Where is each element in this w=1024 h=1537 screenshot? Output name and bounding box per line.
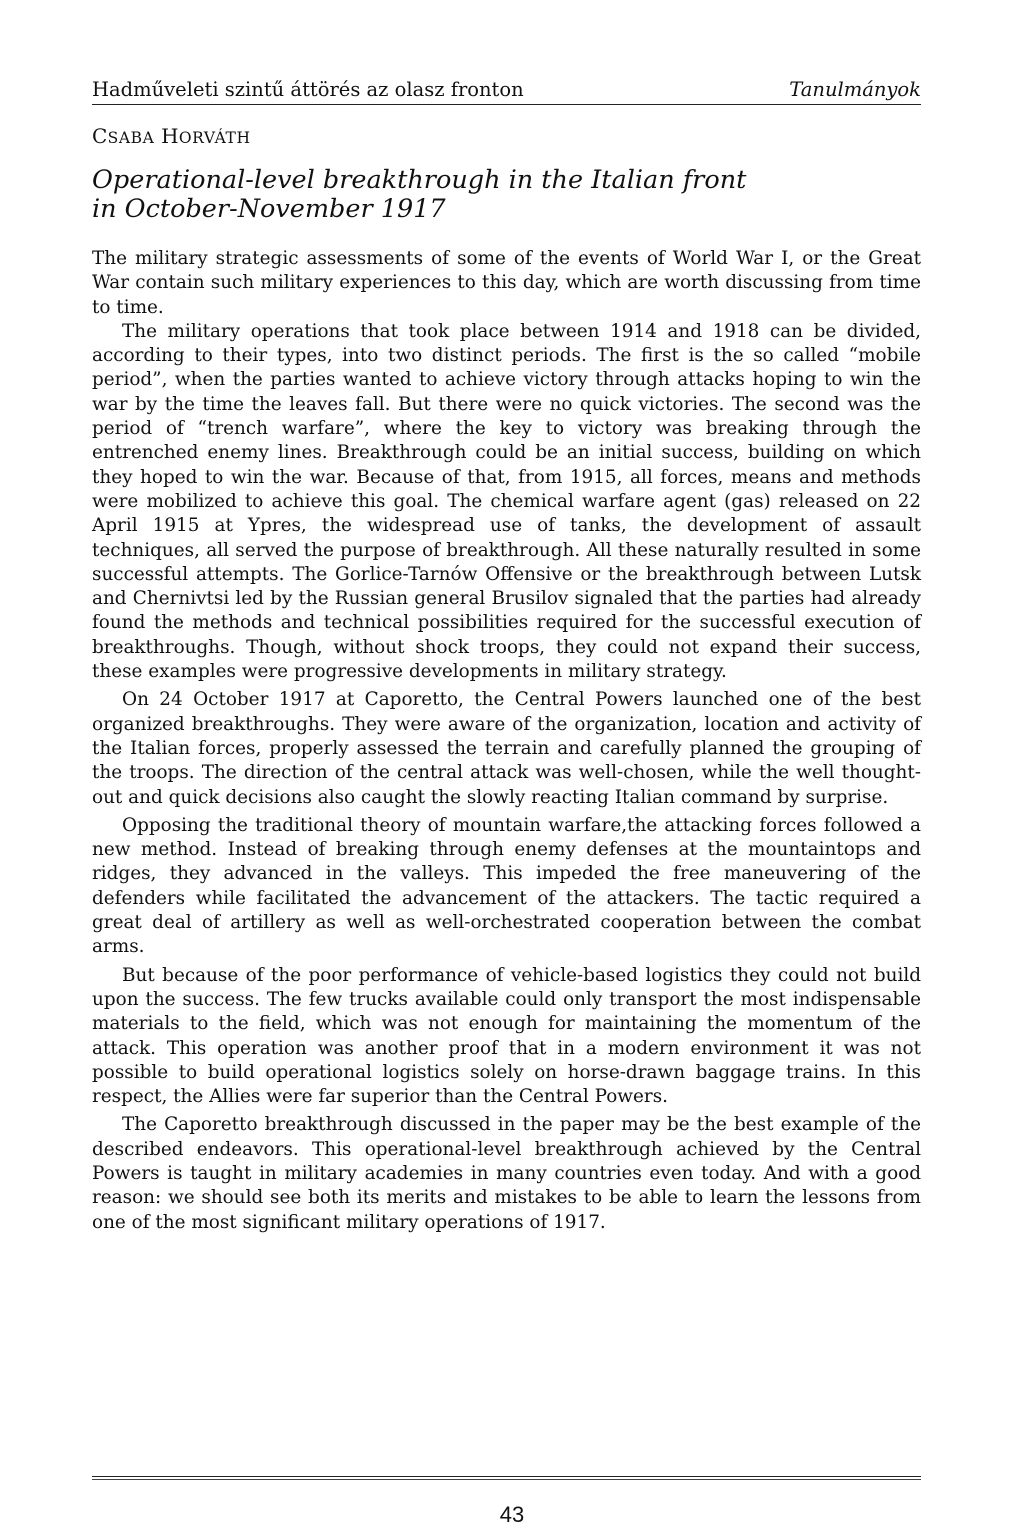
running-header [92, 70, 921, 105]
author-name [92, 124, 251, 148]
running-header-title: Hadműveleti szintű áttörés az olasz fronton [92, 78, 524, 101]
author-last-initial: H [161, 124, 179, 148]
footer-rule-top [92, 1476, 921, 1477]
paragraph-3: On 24 October 1917 at Caporetto, the Central Powers launched one of the best organized breakthroughs. They were aware of the organization, location and activity of the Italian forces, properly assessed the terrain and carefully planned the grouping of the troops. The direction of the central attack was well-chosen, while the well thought-out and quick decisions also caught the slowly reacting Italian command by surprise. [92, 689, 921, 808]
paragraph-5: But because of the poor performance of vehicle-based logistics they could not build upon the success. The few trucks available could only transport the most indispensable materials to the field, which was not enough for maintaining the momentum of the attack. This operation was another proof that in a modern environment it was not possible to build operational logistics solely on horse-drawn baggage trains. In this respect, the Allies were far superior than the Central Powers. [92, 964, 921, 1108]
article-title-line-2: in October-November 1917 [92, 194, 446, 224]
article-title-line-1: Operational-level breakthrough in the Italian front [92, 165, 747, 195]
paragraph-4: Opposing the traditional theory of mountain warfare,the attacking forces followed a new method. Instead of breaking through enemy defenses at the mountaintops and ridges, they advanced in the valleys. This impeded the free maneuvering of the defenders while facilitated the advancement of the attackers. The tactic required a great deal of artillery as well as well-orchestrated cooperation between the combat arms. [92, 814, 921, 958]
footer-rule-bottom [92, 1479, 921, 1480]
author-first-initial: C [92, 124, 108, 148]
author-first-rest: SABA [107, 129, 155, 147]
page-number: 43 [499, 1502, 525, 1527]
paragraph-1: The military strategic assessments of some of the events of World War I, or the Great War contain such military experiences to this day, which are worth discussing from time to time. [92, 248, 921, 318]
paragraph-2: The military operations that took place between 1914 and 1918 can be divided, according to their types, into two distinct periods. The first is the so called “mobile period”, when the parties wanted to achieve victory through attacks hoping to win the war by the time the leaves fall. But there were no quick victories. The second was the period of “trench warfare”, where the key to victory was breaking through the entrenched enemy lines. Breakthrough could be an initial success, building on which they hoped to win the war. Because of that, from 1915, all forces, means and methods were mobilized to achieve this goal. The chemical warfare agent (gas) released on 22 April 1915 at Ypres, the widespread use of tanks, the development of assault techniques, all served the purpose of breakthrough. All these naturally resulted in some successful attempts. The Gorlice-Tarnów Offensive or the breakthrough between Lutsk and Chernivtsi led by the Russian general Brusilov signaled that the parties had already found the methods and technical possibilities required for the successful execution of breakthroughs. Though, without shock troops, they could not expand their success, these examples were progressive developments in military strategy. [92, 320, 921, 683]
paragraph-6: The Caporetto breakthrough discussed in the paper may be the best example of the described endeavors. This operational-level breakthrough achieved by the Central Powers is taught in military academies in many countries even today. And with a good reason: we should see both its merits and mistakes to be able to learn the lessons from one of the most significant military operations of 1917. [92, 1114, 921, 1233]
author-last-rest: ORVÁTH [178, 129, 251, 147]
article-title [92, 166, 921, 224]
running-header-section: Tanulmányok [789, 78, 921, 101]
article-body [92, 247, 921, 1235]
